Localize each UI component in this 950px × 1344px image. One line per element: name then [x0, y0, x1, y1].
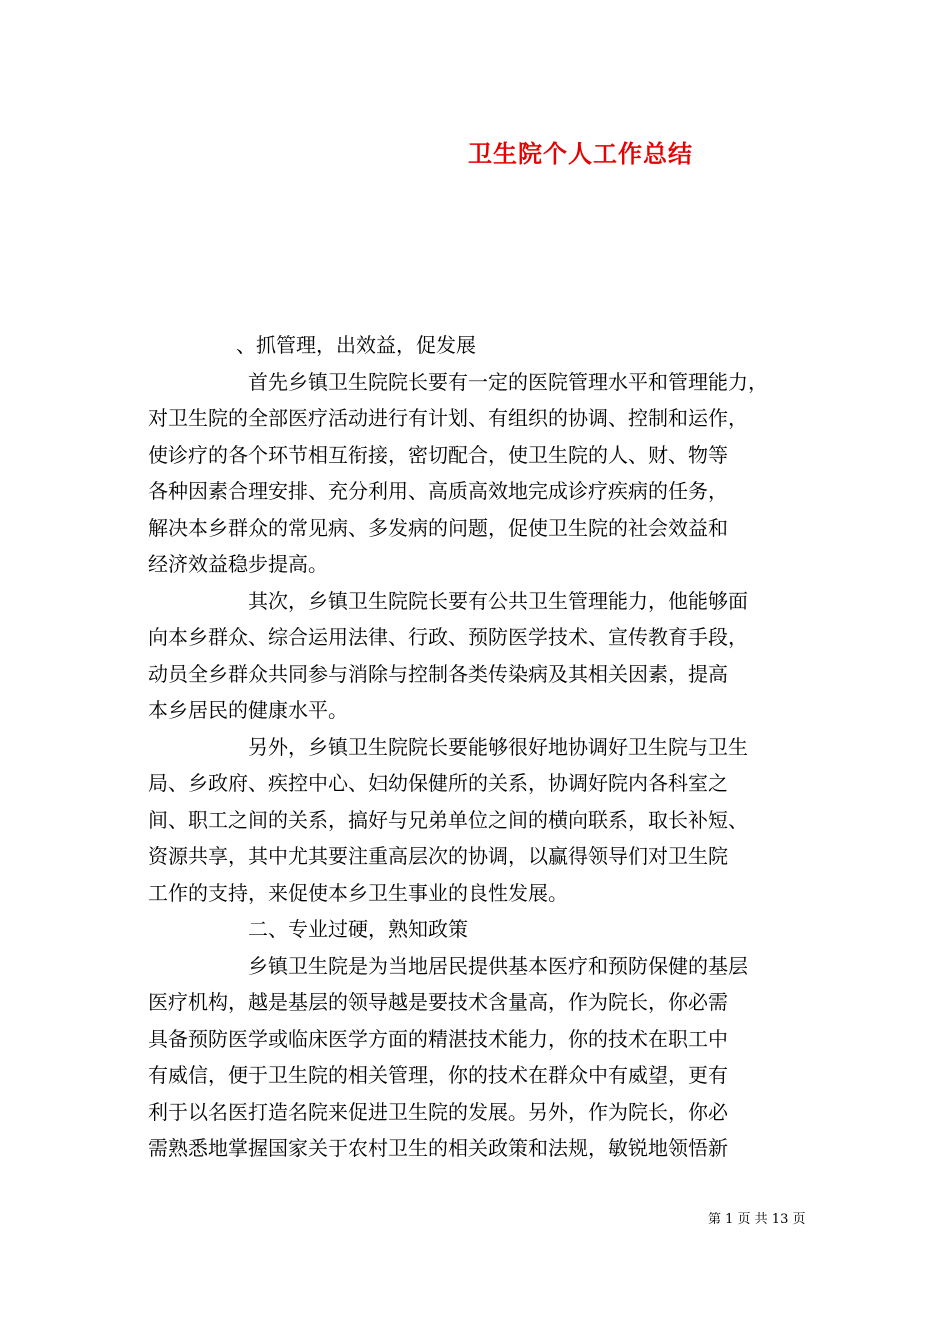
section-heading-2 [148, 911, 828, 948]
page-number-footer: 第 1 页 共 13 页 [708, 1212, 806, 1227]
paragraph-line: 有威信，便于卫生院的相关管理，你的技术在群众中有威望，更有 [148, 1063, 728, 1087]
paragraph-line: 医疗机构，越是基层的领导越是要技术含量高，作为院长，你必需 [148, 990, 728, 1014]
paragraph-line: 工作的支持，来促使本乡卫生事业的良性发展。 [148, 880, 568, 905]
paragraph-line: 另外，乡镇卫生院院长要能够很好地协调好卫生院与卫生 [248, 734, 748, 759]
paragraph-line: 对卫生院的全部医疗活动进行有计划、有组织的协调、控制和运作， [148, 406, 748, 430]
paragraph-1 [148, 364, 828, 583]
paragraph-line: 使诊疗的各个环节相互衔接，密切配合，使卫生院的人、财、物等 [148, 442, 728, 467]
paragraph-line: 局、乡政府、疾控中心、妇幼保健所的关系，协调好院内各科室之 [148, 771, 728, 795]
paragraph-line: 解决本乡群众的常见病、多发病的问题，促使卫生院的社会效益和 [148, 515, 728, 540]
heading-text: 、抓管理，出效益，促发展 [236, 333, 476, 357]
paragraph-line: 动员全乡群众共同参与消除与控制各类传染病及其相关因素，提高 [148, 661, 728, 686]
paragraph-line: 具备预防医学或临床医学方面的精湛技术能力，你的技术在职工中 [148, 1026, 728, 1051]
heading-text: 二、专业过硬，熟知政策 [248, 917, 468, 941]
paragraph-line: 各种因素合理安排、充分利用、高质高效地完成诊疗疾病的任务， [148, 479, 728, 503]
paragraph-line: 本乡居民的健康水平。 [148, 698, 348, 722]
section-heading-1 [148, 327, 828, 364]
paragraph-4 [148, 948, 828, 1167]
paragraph-line: 向本乡群众、综合运用法律、行政、预防医学技术、宣传教育手段， [148, 625, 748, 649]
paragraph-line: 首先乡镇卫生院院长要有一定的医院管理水平和管理能力， [248, 369, 768, 394]
paragraph-line: 其次，乡镇卫生院院长要有公共卫生管理能力，他能够面 [248, 588, 748, 613]
document-body [148, 327, 828, 1167]
paragraph-line: 利于以名医打造名院来促进卫生院的发展。另外，作为院长，你必 [148, 1099, 728, 1124]
paragraph-line: 间、职工之间的关系，搞好与兄弟单位之间的横向联系，取长补短、 [148, 807, 748, 832]
paragraph-3 [148, 729, 828, 912]
paragraph-line: 乡镇卫生院是为当地居民提供基本医疗和预防保健的基层 [248, 953, 748, 978]
paragraph-line: 经济效益稳步提高。 [148, 552, 328, 576]
paragraph-2 [148, 583, 828, 729]
document-title: 卫生院个人工作总结 [468, 139, 693, 168]
paragraph-line: 资源共享，其中尤其要注重高层次的协调，以赢得领导们对卫生院 [148, 844, 728, 868]
paragraph-line: 需熟悉地掌握国家关于农村卫生的相关政策和法规，敏锐地领悟新 [148, 1136, 728, 1160]
